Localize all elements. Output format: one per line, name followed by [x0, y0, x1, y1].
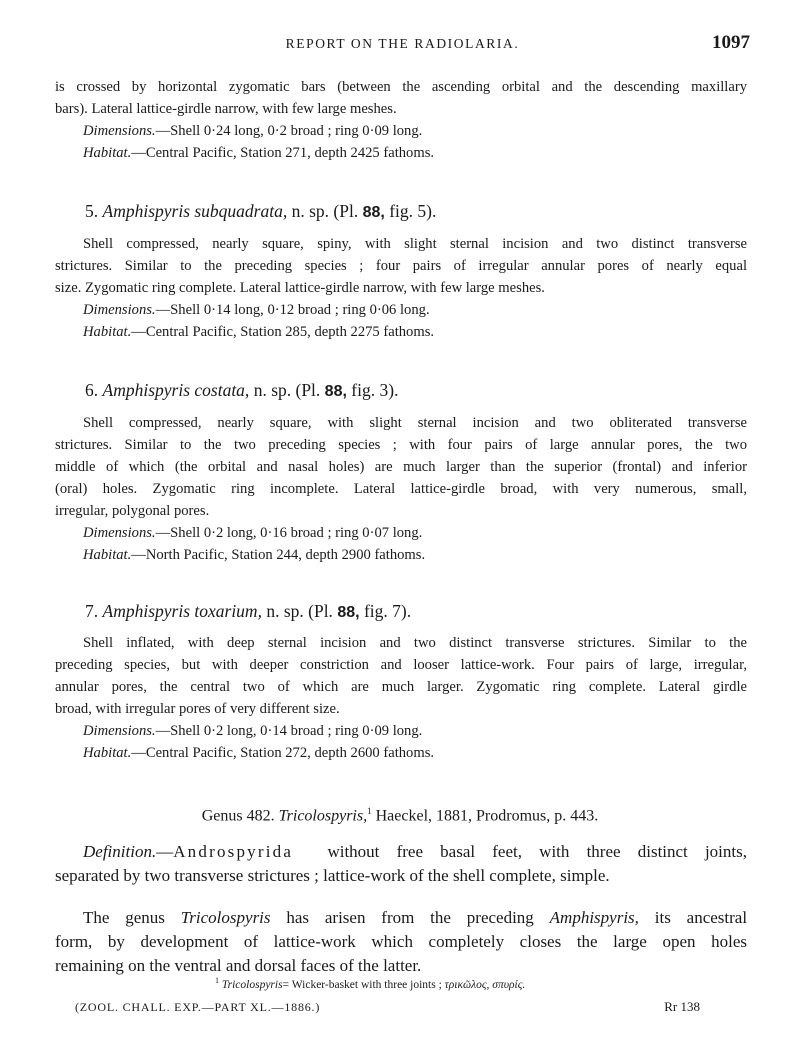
text-line: middle of which (the orbital and nasal holes) are much larger than the superior (frontal) and inferior — [55, 459, 747, 475]
genus-heading: Genus 482. Tricolospyris,$^1$ Haeckel, 1881, Prodromus, p. 443. — [201, 806, 599, 825]
definition-label: Definition. — [83, 842, 157, 861]
definition-term: Androspyrida — [173, 842, 294, 861]
habitat-label: Habitat. — [83, 547, 132, 563]
page-number: 1097 — [712, 32, 750, 53]
dimensions-label: Dimensions. — [83, 525, 156, 541]
plate-number: 88, — [362, 204, 385, 221]
habitat-line: Habitat.—Central Pacific, Station 272, depth 2600 fathoms. — [83, 745, 435, 761]
description-paragraph — [55, 233, 747, 255]
text-line: Definition.—Androspyrida without free basal feet, with three distinct joints, — [83, 842, 747, 861]
text-line: irregular, polygonal pores. — [55, 503, 210, 519]
page-header — [55, 32, 750, 56]
text-line: Shell compressed, nearly square, with slight sternal incision and two obliterated transverse — [83, 415, 747, 431]
habitat-label: Habitat. — [83, 324, 132, 340]
dimensions-label: Dimensions. — [83, 302, 156, 318]
genus-name: Tricolospyris, — [278, 807, 368, 825]
text-line: Shell inflated, with deep sternal incision and two distinct transverse strictures. Similar to the — [83, 635, 747, 651]
dimensions-line: Dimensions.—Shell 0·2 long, 0·16 broad ; ring 0·07 long. — [83, 525, 423, 541]
species-description — [55, 412, 747, 566]
text-line: (oral) holes. Zygomatic ring incomplete. Lateral lattice-girdle broad, with very numerous, small, — [55, 481, 747, 497]
habitat-label: Habitat. — [83, 145, 132, 161]
text-line: strictures. Similar to the two preceding species ; with four pairs of large annular pores, the two — [55, 437, 747, 453]
species-name: Amphispyris subquadrata, — [102, 201, 288, 221]
dimensions-label: Dimensions. — [83, 723, 156, 739]
species-heading: 7. Amphispyris toxarium, n. sp. (Pl. 88, fig. 7). — [85, 601, 412, 621]
plate-number: 88, — [337, 604, 360, 621]
dimensions-line: Dimensions.—Shell 0·2 long, 0·14 broad ; ring 0·09 long. — [83, 723, 423, 739]
genus-paragraph — [55, 906, 747, 978]
text-line: broad, with irregular pores of very different size. — [55, 701, 340, 717]
species-name: Amphispyris toxarium, — [102, 601, 262, 621]
text-line: strictures. Similar to the preceding species ; four pairs of irregular annular pores of nearly equal — [55, 258, 747, 274]
habitat-label: Habitat. — [83, 745, 132, 761]
species-heading: 6. Amphispyris costata, n. sp. (Pl. 88, fig. 3). — [85, 380, 399, 400]
species-description — [55, 632, 747, 764]
habitat-line: Habitat.—Central Pacific, Station 271, depth 2425 fathoms. — [83, 145, 435, 161]
intro-paragraph — [55, 76, 747, 120]
text-line: bars). Lateral lattice-girdle narrow, with few large meshes. — [55, 101, 397, 117]
footer-signature: Rr 138 — [664, 999, 700, 1014]
dimensions-label: Dimensions. — [83, 123, 156, 139]
text-line: The genus Tricolospyris has arisen from the preceding Amphispyris, its ancestral — [83, 908, 748, 927]
dimensions-line: Dimensions.—Shell 0·24 long, 0·2 broad ; ring 0·09 long. — [83, 123, 423, 139]
species-name: Amphispyris costata, — [102, 380, 250, 400]
genus-definition — [55, 840, 747, 888]
text-line: remaining on the ventral and dorsal faces of the latter. — [55, 956, 422, 975]
plate-number: 88, — [324, 383, 347, 400]
footer-publication: (ZOOL. CHALL. EXP.—PART XL.—1886.) — [75, 1000, 321, 1014]
footnote: $^1$ Tricolospyris= Wicker-basket with three joints ; τρικῶλος, σπυρίς. — [215, 976, 526, 991]
text-line: is crossed by horizontal zygomatic bars (between the ascending orbital and the descending maxillary — [55, 79, 747, 95]
running-title: REPORT ON THE RADIOLARIA. — [285, 36, 520, 51]
text-line: preceding species, but with deeper constriction and looser lattice-work. Four pairs of large, irregular, — [55, 657, 747, 673]
species-heading: 5. Amphispyris subquadrata, n. sp. (Pl. 88, fig. 5). — [85, 201, 437, 221]
dimensions-line: Dimensions.—Shell 0·14 long, 0·12 broad ; ring 0·06 long. — [83, 302, 430, 318]
text-line: Shell compressed, nearly square, spiny, with slight sternal incision and two distinct transverse — [83, 236, 747, 252]
text-line: separated by two transverse strictures ; lattice-work of the shell complete, simple. — [55, 866, 610, 885]
habitat-line: Habitat.—Central Pacific, Station 285, depth 2275 fathoms. — [83, 324, 435, 340]
habitat-line: Habitat.—North Pacific, Station 244, depth 2900 fathoms. — [83, 547, 426, 563]
text-line: size. Zygomatic ring complete. Lateral lattice-girdle narrow, with few large meshes. — [55, 280, 545, 296]
text-line: annular pores, the central two of which are much larger. Zygomatic ring complete. Lateral girdle — [55, 679, 747, 695]
text-line: form, by development of lattice-work which completely closes the large open holes — [55, 932, 747, 951]
intro-section — [55, 76, 747, 164]
species-description — [55, 233, 747, 343]
